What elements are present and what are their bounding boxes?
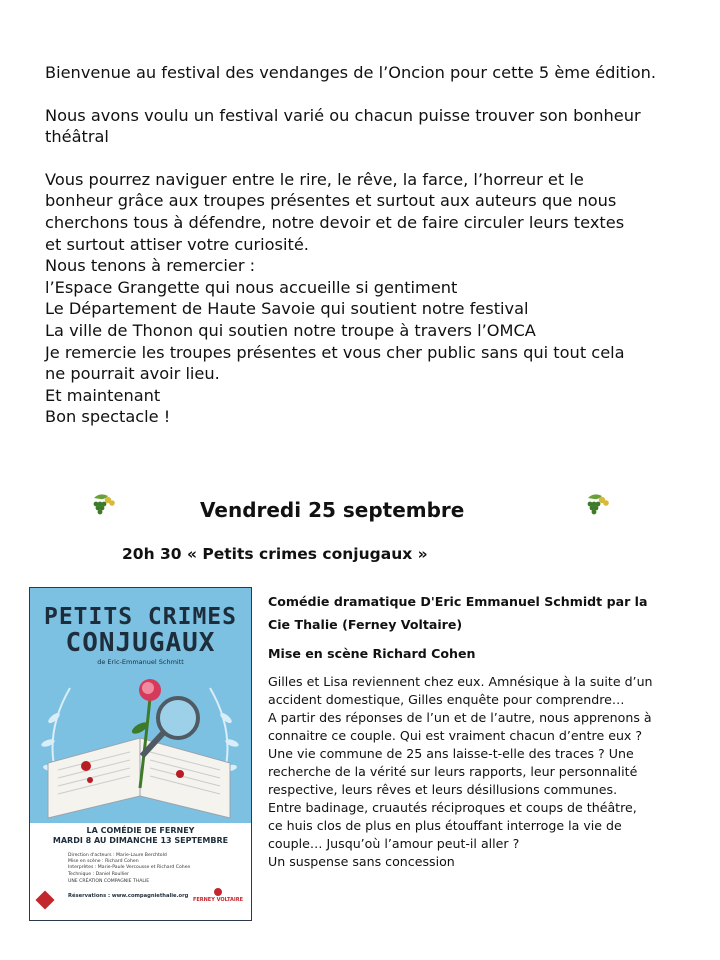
show-synopsis <box>268 673 708 871</box>
synopsis-line: Gilles et Lisa reviennent chez eux. Amnésique à la suite d’un <box>268 674 653 689</box>
poster-venue: LA COMÉDIE DE FERNEY <box>86 826 195 835</box>
poster-author: de Eric-Emmanuel Schmitt <box>97 658 184 666</box>
show-subtitle-line-2: Cie Thalie (Ferney Voltaire) <box>268 617 463 632</box>
varied-line-1: Nous avons voulu un festival varié ou chacun puisse trouver son bonheur <box>45 105 641 125</box>
thanks-line-5: Je remercie les troupes présentes et vous cher public sans qui tout cela <box>45 342 625 362</box>
synopsis-line: Un suspense sans concession <box>268 854 455 869</box>
poster-production: UNE CRÉATION COMPAGNIE THALIE <box>68 878 150 884</box>
navigate-line-2: bonheur grâce aux troupes présentes et surtout aux auteurs que nous <box>45 191 617 211</box>
grape-right-icon <box>584 492 610 516</box>
thanks-line-4: La ville de Thonon qui soutien notre troupe à travers l’OMCA <box>45 320 536 340</box>
thanks-line-2: l’Espace Grangette qui nous accueille si gentiment <box>45 277 458 297</box>
poster-dates: MARDI 8 AU DIMANCHE 13 SEPTEMBRE <box>52 836 229 845</box>
synopsis-line: A partir des réponses de l’un et de l’autre, nous apprenons à <box>268 710 652 725</box>
poster-credit-line: Mise en scène : Richard Cohen <box>68 859 139 865</box>
synopsis-line: ce huis clos de plus en plus étouffant interroge la vie de <box>268 818 622 833</box>
poster-info-band <box>30 823 251 920</box>
synopsis-line: Une vie commune de 25 ans laisse-t-elle des traces ? Une <box>268 746 634 761</box>
thanks-line-3: Le Département de Haute Savoie qui soutient notre festival <box>45 299 529 319</box>
intro-text <box>45 62 705 428</box>
navigate-line-3: cherchons tous à défendre, notre devoir et de faire circuler leurs textes <box>45 212 625 232</box>
poster-illustration <box>30 668 250 823</box>
show-poster <box>29 587 252 921</box>
synopsis-line: couple… Jusqu’où l’amour peut-il aller ? <box>268 836 520 851</box>
thanks-line-8: Bon spectacle ! <box>45 407 171 427</box>
poster-credit-line: Direction d'acteurs : Marie-Laure Berchtold <box>68 853 167 858</box>
poster-credit-line: Interprètes : Marie-Paule Vercousse et Richard Cohen <box>68 865 191 871</box>
navigate-line-1: Vous pourrez naviguer entre le rire, le rêve, la farce, l’horreur et le <box>45 169 584 189</box>
show-subtitle-line-1: Comédie dramatique D'Eric Emmanuel Schmidt par la <box>268 594 648 609</box>
poster-credits <box>68 853 218 885</box>
poster-corner-logo <box>35 890 54 909</box>
show-description <box>268 590 708 871</box>
thanks-line-1: Nous tenons à remercier : <box>45 256 256 276</box>
poster-title-line-2: CONJUGAUX <box>65 628 216 658</box>
varied-line-2: théâtral <box>45 127 109 147</box>
synopsis-line: accident domestique, Gilles enquête pour comprendre… <box>268 692 625 707</box>
poster-reservations: Réservations : www.compagniethalie.org <box>68 893 189 899</box>
synopsis-line: Entre badinage, cruautés réciproques et coups de théâtre, <box>268 800 637 815</box>
synopsis-line: connaitre ce couple. Qui est vraiment chacun d’entre eux ? <box>268 728 643 743</box>
show-subtitle <box>268 590 708 636</box>
show-time-title: 20h 30 « Petits crimes conjugaux » <box>122 545 428 563</box>
welcome-line: Bienvenue au festival des vendanges de l’Oncion pour cette 5 ème édition. <box>45 63 657 82</box>
navigate-line-4: et surtout attiser votre curiosité. <box>45 234 309 254</box>
event-date: Vendredi 25 septembre <box>200 498 465 522</box>
synopsis-line: respective, leurs rêves et leurs désillusions communes. <box>268 782 618 797</box>
thanks-line-6: ne pourrait avoir lieu. <box>45 364 220 384</box>
poster-title-line-1: PETITS CRIMES <box>43 604 237 630</box>
grape-left-icon <box>90 492 116 516</box>
show-director: Mise en scène Richard Cohen <box>268 646 476 661</box>
poster-ferney-logo <box>193 888 243 903</box>
poster-credit-line: Technique : Daniel Roullier <box>68 871 129 877</box>
thanks-line-7: Et maintenant <box>45 385 161 405</box>
synopsis-line: recherche de la vérité sur leurs rapports, leur personnalité <box>268 764 638 779</box>
poster-ferney-label: FERNEY VOLTAIRE <box>192 897 243 903</box>
